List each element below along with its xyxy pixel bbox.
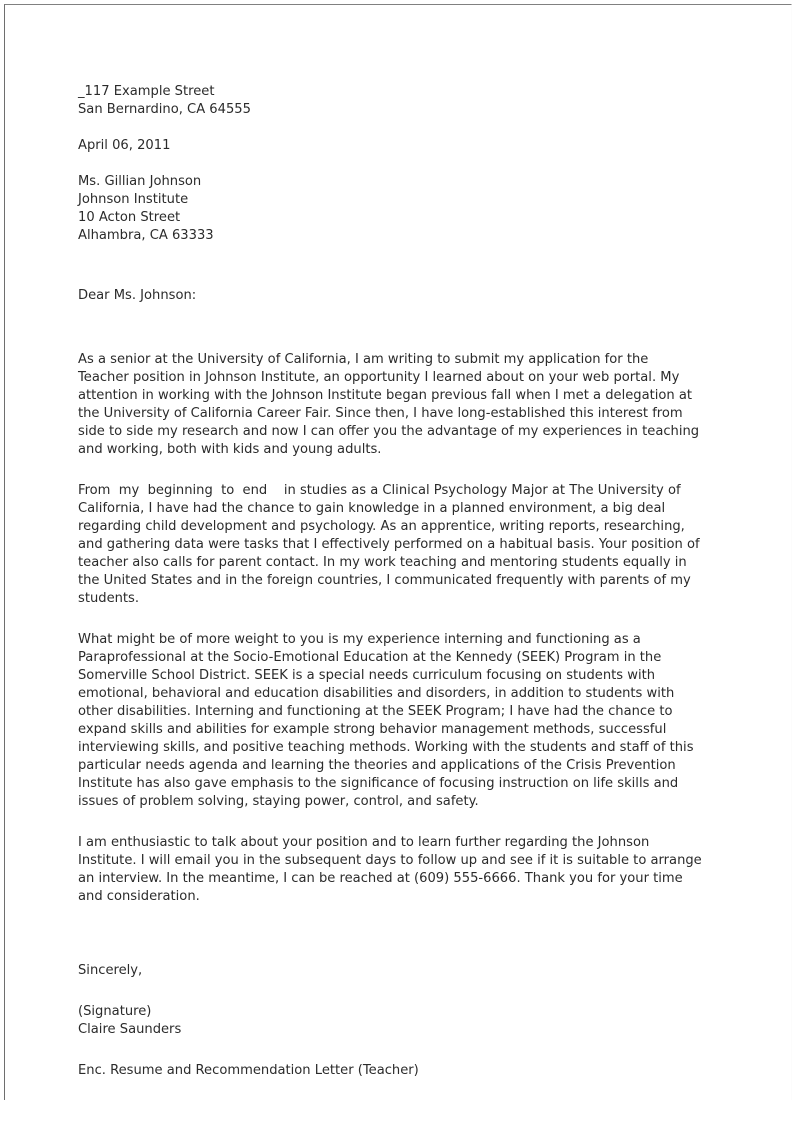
paragraph-line: the United States and in the foreign countries, I communicated frequently with parents of my	[78, 573, 691, 588]
spacer	[78, 1039, 718, 1062]
recipient-name: Ms. Gillian Johnson	[78, 174, 202, 189]
letter-body	[78, 83, 718, 1080]
sender-address-block	[78, 83, 718, 119]
paragraph-line: Institute has also gave emphasis to the significance of focusing instruction on life skills and	[78, 776, 679, 791]
paragraph-line: I am enthusiastic to talk about your position and to learn further regarding the Johnson	[78, 835, 650, 850]
paragraph-line: teacher also calls for parent contact. In my work teaching and mentoring students equally in	[78, 555, 687, 570]
signature-block	[78, 1003, 718, 1039]
paragraph-line: expand skills and abilities for example strong behavior management methods, successful	[78, 722, 667, 737]
paragraph-line: side to side my research and now I can offer you the advantage of my experiences in teaching	[78, 424, 700, 439]
spacer	[78, 119, 718, 137]
paragraph-line: From my beginning to end in studies as a Clinical Psychology Major at The University of	[78, 483, 681, 498]
enclosure-text: Enc. Resume and Recommendation Letter (Teacher)	[78, 1063, 419, 1078]
paragraph-line: students.	[78, 591, 140, 606]
spacer	[78, 906, 718, 962]
paragraph-line: the University of California Career Fair. Since then, I have long-established this interest from	[78, 406, 683, 421]
sender-address-line: San Bernardino, CA 64555	[78, 102, 251, 117]
recipient-address-block	[78, 173, 718, 245]
paragraph-line: As a senior at the University of California, I am writing to submit my application for the	[78, 352, 649, 367]
paragraph-line: regarding child development and psychology. As an apprentice, writing reports, researching,	[78, 519, 685, 534]
paragraph-line: issues of problem solving, staying power, control, and safety.	[78, 794, 479, 809]
paragraph-line: particular needs agenda and learning the theories and applications of the Crisis Prevention	[78, 758, 676, 773]
recipient-city-state-zip: Alhambra, CA 63333	[78, 228, 214, 243]
paragraph-line: and working, both with kids and young adults.	[78, 442, 382, 457]
paragraph-intro	[78, 351, 718, 459]
spacer	[78, 980, 718, 1003]
closing-salutation	[78, 962, 718, 980]
paragraph-line: other disabilities. Interning and functioning at the SEEK Program; I have had the chance to	[78, 704, 673, 719]
paragraph-line: interviewing skills, and positive teaching methods. Working with the students and staff of this	[78, 740, 694, 755]
paragraph-line: an interview. In the meantime, I can be reached at (609) 555-6666. Thank you for your time	[78, 871, 683, 886]
paragraph-line: emotional, behavioral and education disabilities and disorders, in addition to students with	[78, 686, 675, 701]
paragraph-line: and consideration.	[78, 889, 200, 904]
signer-name: Claire Saunders	[78, 1022, 182, 1037]
recipient-street: 10 Acton Street	[78, 210, 181, 225]
recipient-organization: Johnson Institute	[78, 192, 189, 207]
paragraph-line: attention in working with the Johnson Institute began previous fall when I met a delegation at	[78, 388, 692, 403]
salutation	[78, 287, 718, 305]
signature-placeholder: (Signature)	[78, 1004, 152, 1019]
spacer	[78, 245, 718, 287]
paragraph-education	[78, 482, 718, 608]
paragraph-line: Teacher position in Johnson Institute, an opportunity I learned about on your web portal. My	[78, 370, 680, 385]
paragraph-line: Institute. I will email you in the subsequent days to follow up and see if it is suitable to arrange	[78, 853, 702, 868]
paragraph-closing	[78, 834, 718, 906]
letter-date: April 06, 2011	[78, 138, 171, 153]
paragraph-experience	[78, 631, 718, 811]
date-block	[78, 137, 718, 155]
paragraph-line: and gathering data were tasks that I effectively performed on a habitual basis. Your position of	[78, 537, 700, 552]
enclosure-note	[78, 1062, 718, 1080]
sender-address-line: _117 Example Street	[78, 84, 215, 99]
salutation-text: Dear Ms. Johnson:	[78, 288, 197, 303]
page-border-frame	[4, 4, 792, 1100]
spacer	[78, 305, 718, 328]
closing-salutation-text: Sincerely,	[78, 963, 143, 978]
paragraph-line: California, I have had the chance to gain knowledge in a planned environment, a big deal	[78, 501, 666, 516]
paragraph-line: Somerville School District. SEEK is a special needs curriculum focusing on students with	[78, 668, 656, 683]
spacer	[78, 155, 718, 173]
paragraph-line: What might be of more weight to you is my experience interning and functioning as a	[78, 632, 641, 647]
paragraph-line: Paraprofessional at the Socio-Emotional Education at the Kennedy (SEEK) Program in the	[78, 650, 662, 665]
